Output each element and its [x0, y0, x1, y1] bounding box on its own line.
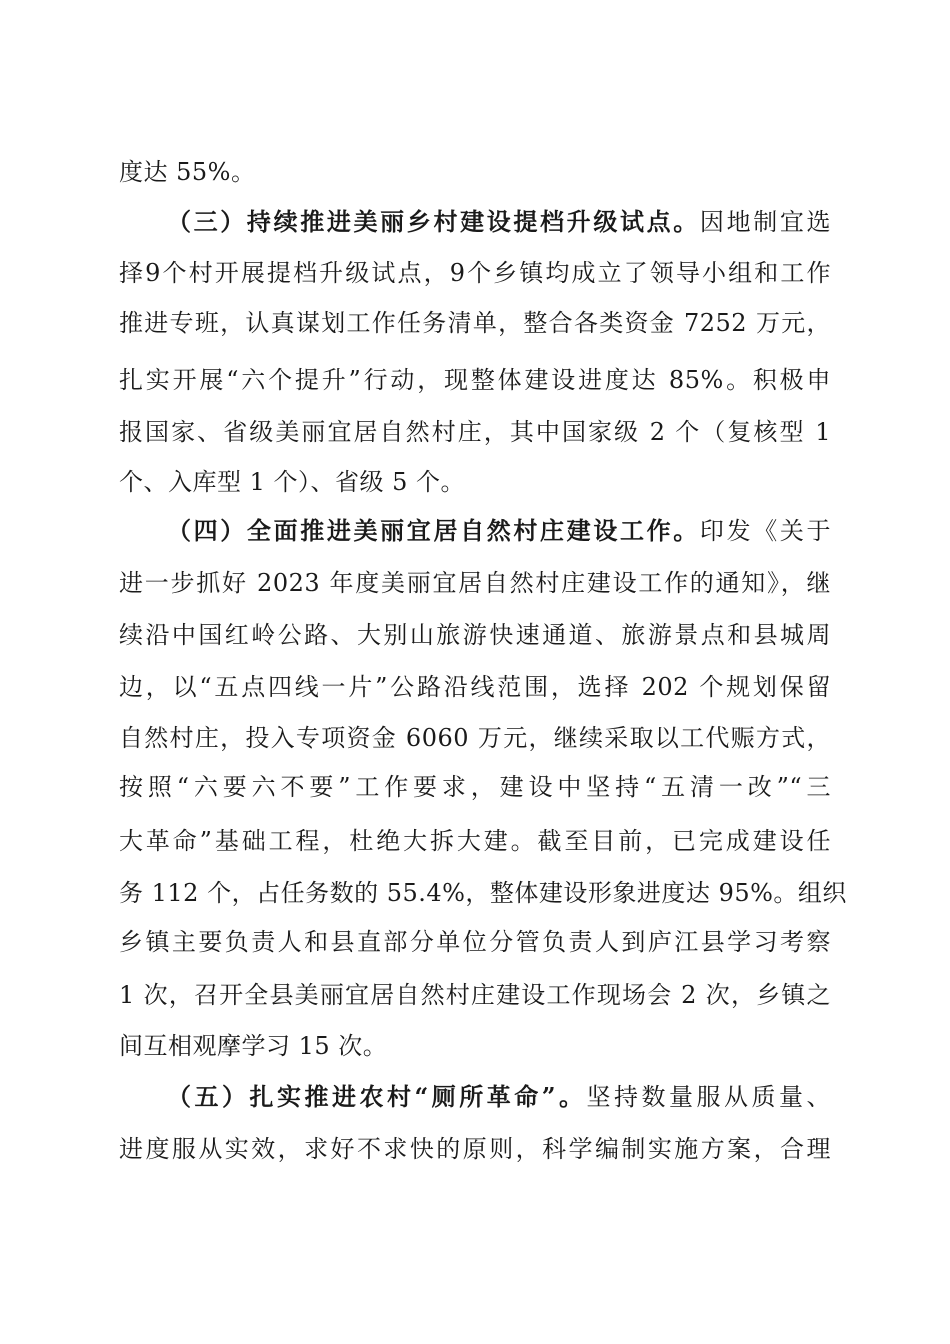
section-heading-4: （四）全面推进美丽宜居自然村庄建设工作。	[167, 516, 700, 545]
line-text: 进度服从实效，求好不求快的原则，科学编制实施方案，合理	[119, 1135, 831, 1163]
line-text: 推进专班，认真谋划工作任务清单，整合各类资金 7252 万元，	[119, 309, 831, 337]
paragraph-line	[119, 1018, 831, 1074]
section-heading-line	[167, 503, 831, 559]
paragraph-line	[119, 454, 831, 510]
line-text: 乡镇主要负责人和县直部分单位分管负责人到庐江县学习考察	[119, 928, 831, 956]
paragraph-line	[119, 813, 831, 869]
line-text: 报国家、省级美丽宜居自然村庄，其中国家级 2 个（复核型 1	[119, 418, 831, 446]
section-heading-line	[167, 1069, 831, 1125]
paragraph-line	[119, 914, 831, 970]
line-text: 因地制宜选	[699, 208, 832, 236]
line-text: 大革命”基础工程，杜绝大拆大建。截至目前，已完成建设任	[119, 827, 831, 855]
line-text: 边，以“五点四线一片”公路沿线范围，选择 202 个规划保留	[119, 673, 831, 701]
line-text: 择9个村开展提档升级试点，9个乡镇均成立了领导小组和工作	[119, 259, 831, 287]
paragraph-line	[119, 710, 831, 766]
line-text: 扎实开展“六个提升”行动，现整体建设进度达 85%。积极申	[119, 366, 831, 394]
line-text: 坚持数量服从质量、	[586, 1083, 832, 1111]
line-text: 续沿中国红岭公路、大别山旅游快速通道、旅游景点和县城周	[119, 621, 831, 649]
paragraph-line	[119, 1121, 831, 1177]
line-text: 自然村庄，投入专项资金 6060 万元，继续采取以工代赈方式，	[119, 724, 831, 752]
line-text: 务 112 个，占任务数的 55.4%，整体建设形象进度达 95%。组织	[119, 879, 847, 907]
line-text: 度达 55%。	[119, 158, 256, 186]
paragraph-line	[119, 144, 831, 200]
paragraph-line	[119, 245, 831, 301]
paragraph-line	[119, 967, 831, 1023]
line-text: 进一步抓好 2023 年度美丽宜居自然村庄建设工作的通知》，继	[119, 569, 831, 597]
paragraph-line	[119, 295, 831, 351]
section-heading-3: （三）持续推进美丽乡村建设提档升级试点。	[167, 207, 700, 236]
paragraph-line	[119, 865, 847, 921]
paragraph-line	[119, 759, 831, 815]
paragraph-line	[119, 555, 831, 611]
paragraph-line	[119, 404, 831, 460]
line-text: 个、入库型 1 个）、省级 5 个。	[119, 468, 466, 496]
paragraph-line	[119, 352, 831, 408]
section-heading-5: （五）扎实推进农村“厕所革命”。	[167, 1082, 587, 1111]
paragraph-line	[119, 659, 831, 715]
line-text: 1 次，召开全县美丽宜居自然村庄建设工作现场会 2 次，乡镇之	[119, 981, 831, 1009]
line-text: 间互相观摩学习 15 次。	[119, 1032, 388, 1060]
line-text: 印发《关于	[699, 517, 832, 545]
line-text: 按照“六要六不要”工作要求，建设中坚持“五清一改”“三	[119, 773, 831, 801]
paragraph-line	[119, 607, 831, 663]
section-heading-line	[167, 194, 831, 250]
